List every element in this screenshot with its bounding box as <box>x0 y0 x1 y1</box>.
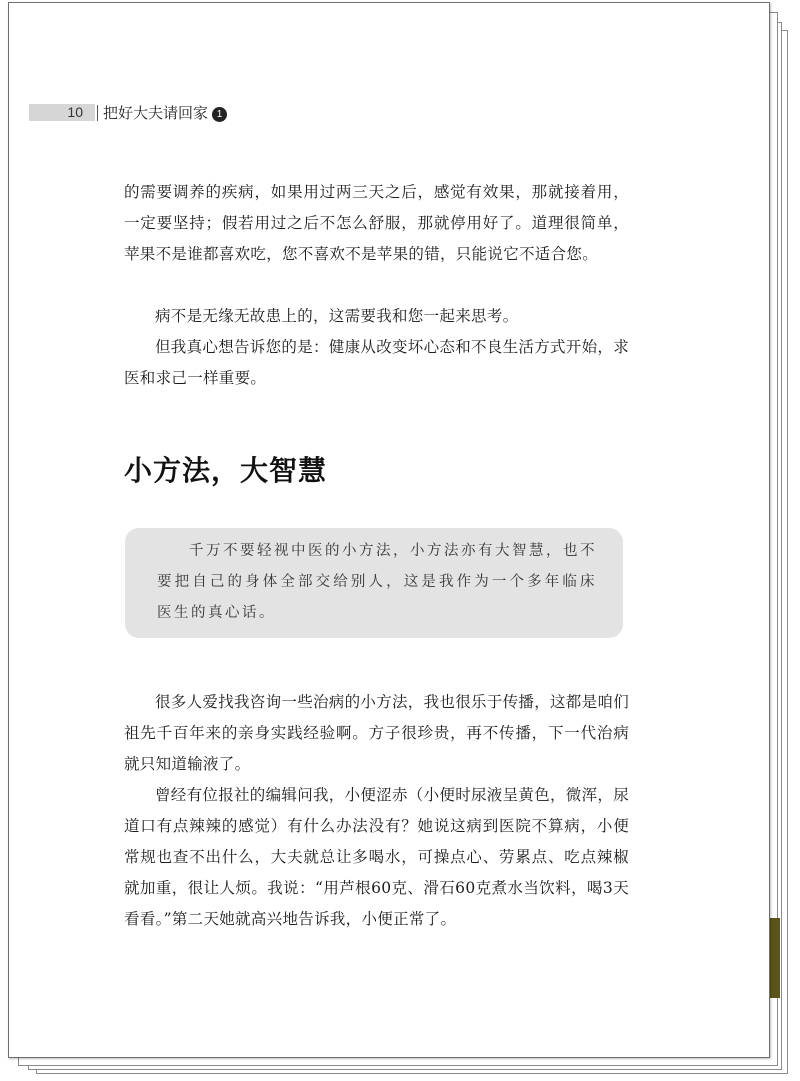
chapter-number-badge: 1 <box>212 107 227 122</box>
book-title-text: 把好大夫请回家 <box>103 104 209 122</box>
body-paragraph-1: 很多人爱找我咨询一些治病的小方法，我也很乐于传播，这都是咱们祖先千百年来的亲身实践经验啊。方子很珍贵，再不传播，下一代治病就只知道输液了。 <box>124 693 630 773</box>
cover-edge-olive <box>770 918 780 998</box>
header-divider <box>97 105 98 121</box>
book-page <box>8 2 770 1058</box>
book-title <box>103 102 227 124</box>
intro-paragraph-3: 但我真心想告诉您的是：健康从改变坏心态和不良生活方式开始，求医和求己一样重要。 <box>124 338 630 387</box>
page-number: 10 <box>29 104 95 121</box>
callout-text: 千万不要轻视中医的小方法，小方法亦有大智慧，也不要把自己的身体全部交给别人，这是我作为一个多年临床医生的真心话。 <box>157 543 597 621</box>
running-header <box>29 102 329 124</box>
callout-box <box>125 528 623 638</box>
body-paragraph-2: 曾经有位报社的编辑问我，小便涩赤（小便时尿液呈黄色，微浑，尿道口有点辣辣的感觉）有什么办法没有？她说这病到医院不算病，小便常规也查不出什么，大夫就总让多喝水，可操点心、劳累点、吃点辣椒就加重，很让人烦。我说：“用芦根60克、滑石60克煮水当饮料，喝3天看看。”第二天她就高兴地告诉我，小便正常了。 <box>124 786 630 928</box>
section-title: 小方法，大智慧 <box>124 454 328 487</box>
intro-paragraph-1: 的需要调养的疾病，如果用过两三天之后，感觉有效果，那就接着用，一定要坚持；假若用过之后不怎么舒服，那就停用好了。道理很简单，苹果不是谁都喜欢吃，您不喜欢不是苹果的错，只能说它不适合您。 <box>124 183 629 263</box>
intro-paragraph-2: 病不是无缘无故患上的，这需要我和您一起来思考。 <box>155 307 519 325</box>
